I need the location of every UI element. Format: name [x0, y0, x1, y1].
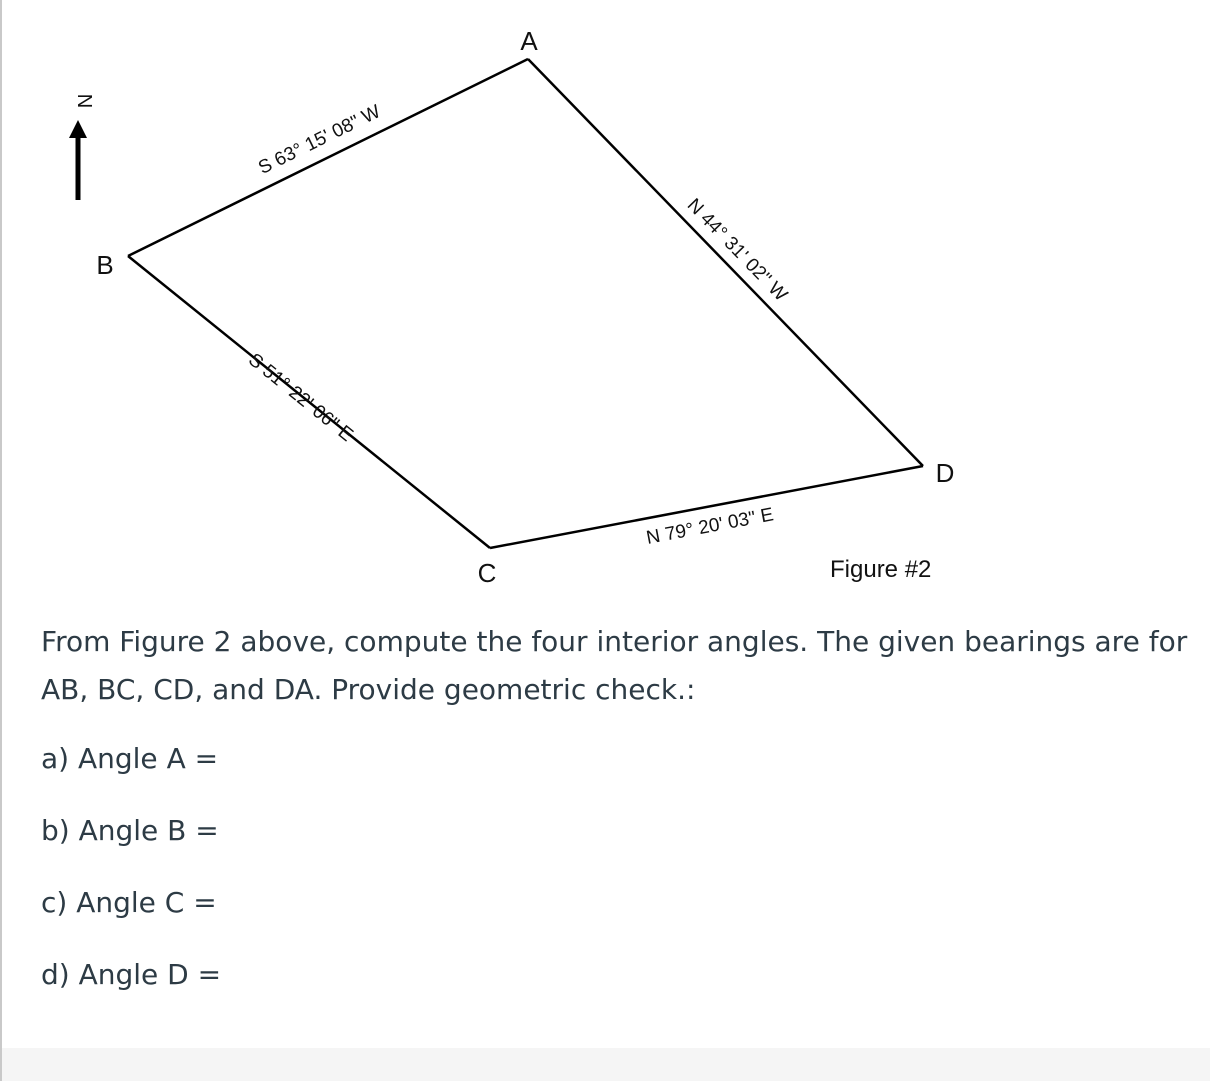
- traverse-polygon: [128, 59, 923, 548]
- bearing-label-ab: S 63° 15' 08" W: [255, 101, 384, 179]
- north-arrow: [69, 94, 95, 200]
- north-label: N: [73, 93, 95, 109]
- answer-angle-a: a) Angle A =: [41, 742, 219, 775]
- bottom-band: [2, 1048, 1210, 1081]
- line-da: [528, 59, 923, 466]
- answer-angle-b: b) Angle B =: [41, 814, 219, 847]
- vertex-label-c: C: [477, 558, 497, 588]
- north-arrow-head: [69, 120, 87, 138]
- vertex-label-d: D: [935, 458, 955, 488]
- question-text: From Figure 2 above, compute the four interior angles. The given bearings are for AB, BC, CD, and DA. Provide geometric check.:: [41, 625, 1188, 706]
- vertex-label-b: B: [96, 250, 114, 280]
- bearing-label-da: N 44° 31' 02" W: [682, 194, 792, 306]
- answer-angle-c: c) Angle C =: [41, 886, 217, 919]
- answer-angle-d: d) Angle D =: [41, 958, 222, 991]
- line-ab: [128, 59, 528, 256]
- vertex-label-a: A: [520, 26, 538, 56]
- bearing-label-cd: N 79° 20' 03" E: [644, 504, 776, 549]
- bearing-label-bc: S 51° 22' 06" E: [244, 349, 357, 447]
- figure-caption: Figure #2: [830, 556, 932, 583]
